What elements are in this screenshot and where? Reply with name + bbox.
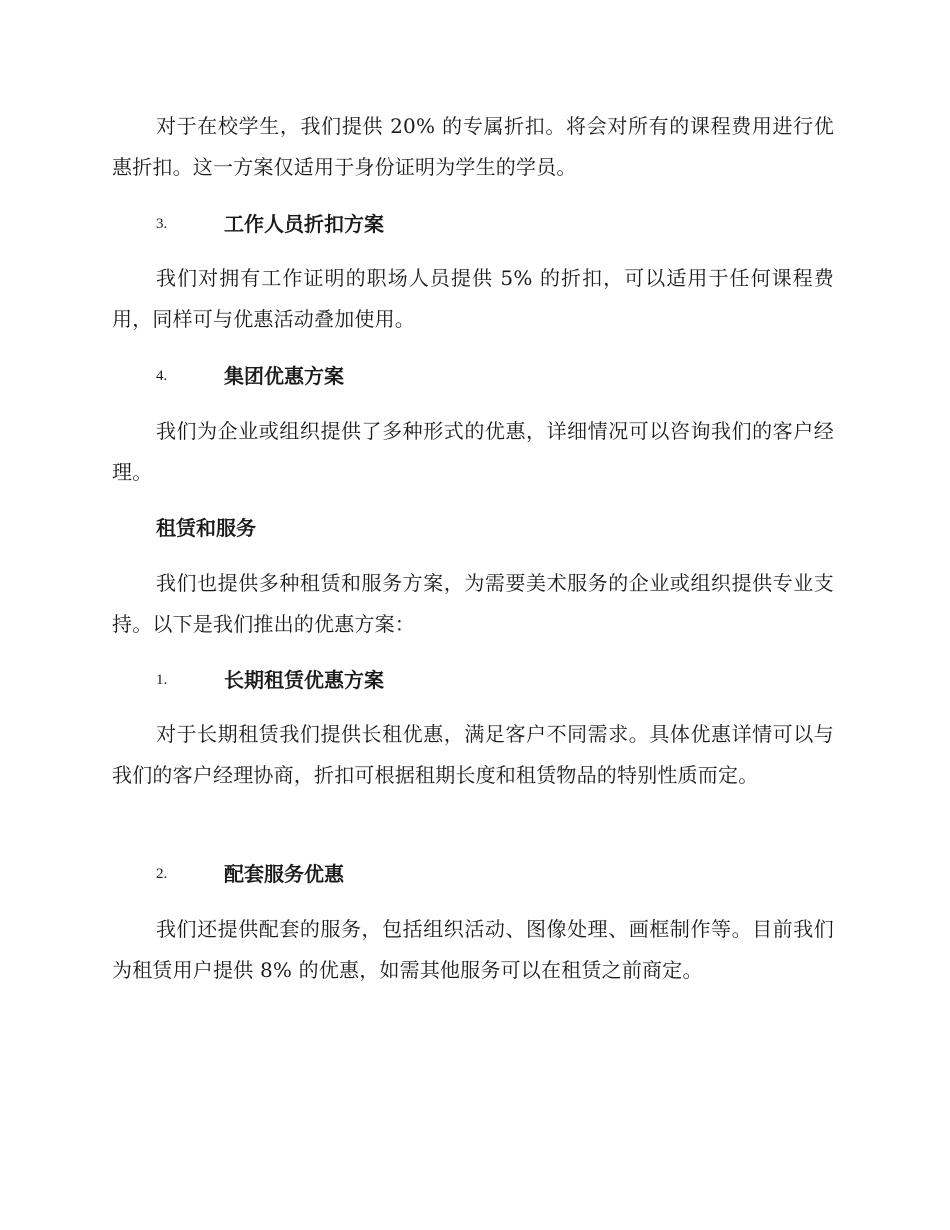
heading-title: 集团优惠方案 (224, 364, 344, 388)
paragraph-worker-discount: 我们对拥有工作证明的职场人员提供 5% 的折扣，可以适用于任何课程费用，同样可与优惠活动叠加使用。 (112, 266, 834, 331)
heading-title: 长期租赁优惠方案 (224, 668, 384, 692)
heading-number: 3. (156, 216, 168, 232)
heading-number: 1. (156, 672, 168, 688)
heading-title: 工作人员折扣方案 (224, 212, 384, 236)
section-title-rental: 租赁和服务 (156, 516, 256, 540)
heading-number: 2. (156, 866, 168, 882)
heading-title: 配套服务优惠 (224, 862, 344, 886)
paragraph-student-discount: 对于在校学生，我们提供 20% 的专属折扣。将会对所有的课程费用进行优惠折扣。这一方案仅适用于身份证明为学生的学员。 (112, 114, 834, 179)
paragraph-service-discount: 我们还提供配套的服务，包括组织活动、图像处理、画框制作等。目前我们为租赁用户提供 8% 的优惠，如需其他服务可以在租赁之前商定。 (112, 917, 834, 982)
paragraph-group-discount: 我们为企业或组织提供了多种形式的优惠，详细情况可以咨询我们的客户经理。 (112, 419, 834, 484)
paragraph-rental-intro: 我们也提供多种租赁和服务方案，为需要美术服务的企业或组织提供专业支持。以下是我们推出的优惠方案： (112, 571, 834, 636)
heading-number: 4. (156, 368, 168, 384)
paragraph-long-term-rental: 对于长期租赁我们提供长租优惠，满足客户不同需求。具体优惠详情可以与我们的客户经理协商，折扣可根据租期长度和租赁物品的特别性质而定。 (112, 722, 834, 787)
